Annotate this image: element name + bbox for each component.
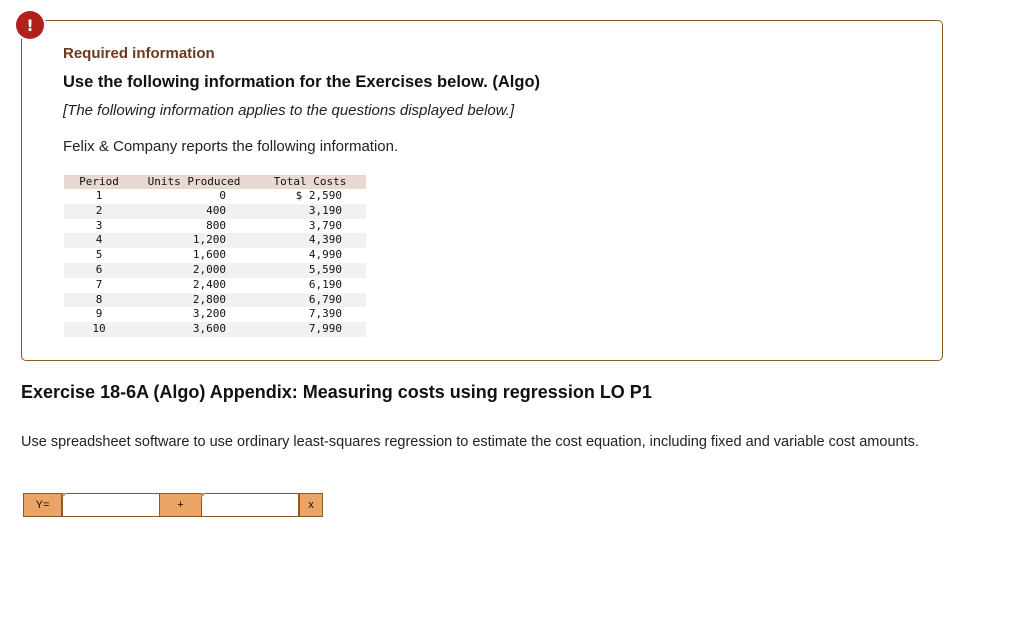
cell-costs: 7,390: [308, 307, 342, 321]
table-row: [64, 233, 366, 248]
cell-period: 10: [64, 322, 134, 337]
cell-units: 400: [134, 204, 254, 219]
cell-period: 5: [95, 248, 103, 262]
cell-costs: 6,790: [254, 293, 366, 308]
cell-period: 1: [95, 189, 103, 202]
cell-costs: 4,390: [254, 233, 366, 248]
variable-cost-input[interactable]: [201, 493, 299, 517]
cell-period: 4: [64, 233, 134, 248]
table-row: [64, 263, 366, 278]
table-header-row: [64, 175, 366, 189]
company-report-text: Felix & Company reports the following information.: [63, 138, 399, 155]
x-label: x: [299, 493, 323, 517]
cell-units: 2,400: [192, 277, 226, 291]
cell-period: 7: [95, 277, 103, 291]
cell-units: 1,600: [192, 248, 226, 262]
exercise-title: Exercise 18-6A (Algo) Appendix: Measuring costs using regression LO P1: [21, 382, 652, 402]
table-row: [64, 248, 366, 263]
exercise-instructions: Use spreadsheet software to use ordinary least-squares regression to estimate the cost equation, including fixed and variable cost amounts.: [21, 434, 919, 450]
y-equals-label: Y=: [23, 493, 62, 517]
cell-costs: 6,190: [308, 277, 342, 291]
table-row: [64, 219, 366, 234]
cell-units: 3,200: [192, 307, 226, 321]
cost-data-table: [64, 175, 366, 337]
cell-period: 6: [64, 263, 134, 278]
header-period: Period: [64, 175, 134, 189]
variable-cost-field-wrapper: [201, 493, 299, 517]
required-information-title: Required information: [63, 45, 215, 62]
table-row: [64, 307, 366, 322]
applies-note: [The following information applies to the questions displayed below.]: [63, 102, 515, 119]
cell-units: 1,200: [134, 233, 254, 248]
cell-period: 3: [95, 218, 103, 232]
cell-period: 2: [64, 204, 134, 219]
cell-costs: $ 2,590: [295, 189, 342, 202]
table-row: [64, 189, 366, 204]
fixed-cost-input[interactable]: [62, 493, 160, 517]
cell-costs: 7,990: [254, 322, 366, 337]
table-row: [64, 322, 366, 337]
alert-icon: !: [16, 11, 44, 39]
table-row: [64, 293, 366, 308]
plus-label: +: [160, 493, 201, 517]
cell-units: 3,600: [134, 322, 254, 337]
cell-costs: 3,790: [308, 218, 342, 232]
cell-costs: 3,190: [254, 204, 366, 219]
cell-costs: 5,590: [254, 263, 366, 278]
header-units-produced: Units Produced: [134, 175, 254, 189]
cell-units: 2,000: [134, 263, 254, 278]
table-row: [64, 278, 366, 293]
fixed-cost-field-wrapper: [62, 493, 160, 517]
header-total-costs: Total Costs: [254, 175, 366, 189]
cell-units: 0: [219, 189, 226, 202]
cell-period: 8: [64, 293, 134, 308]
cell-period: 9: [95, 307, 103, 321]
exercises-intro-heading: Use the following information for the Exercises below. (Algo): [63, 73, 541, 91]
table-row: [64, 204, 366, 219]
cell-units: 2,800: [134, 293, 254, 308]
cell-units: 800: [206, 218, 226, 232]
cell-costs: 4,990: [308, 248, 342, 262]
required-information-panel: [21, 20, 943, 361]
cost-equation: [23, 493, 323, 517]
